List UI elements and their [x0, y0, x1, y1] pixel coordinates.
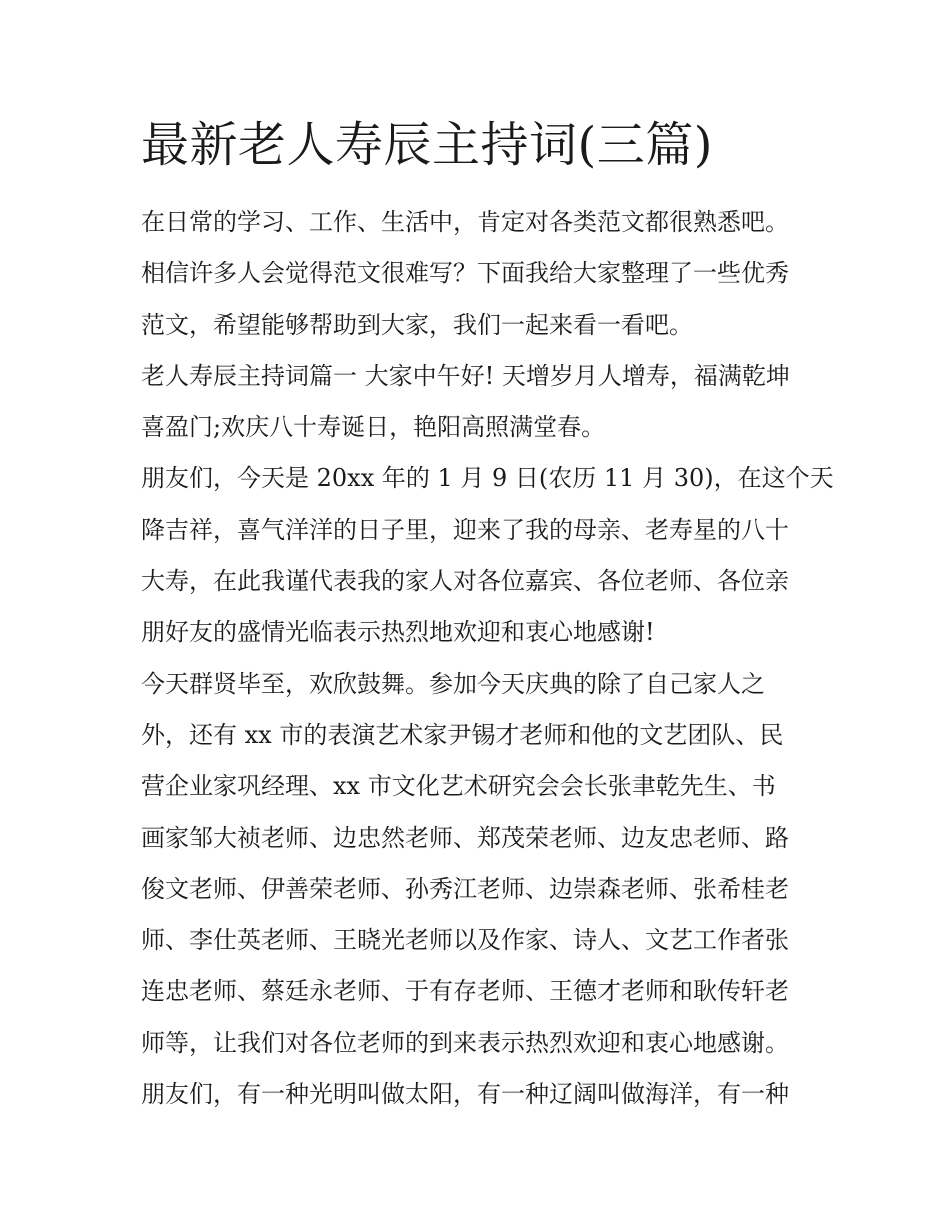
text-line: 画家邹大祯老师、边忠然老师、郑茂荣老师、边友忠老师、路 [141, 823, 789, 852]
text-line: 外，还有 xx 市的表演艺术家尹锡才老师和他的文艺团队、民 [141, 720, 784, 749]
document-body [141, 197, 834, 1120]
text-line: 相信许多人会觉得范文很难写？下面我给大家整理了一些优秀 [141, 259, 789, 288]
text-line: 连忠老师、蔡廷永老师、于有存老师、王德才老师和耿传轩老 [141, 977, 789, 1006]
text-line: 大寿，在此我谨代表我的家人对各位嘉宾、各位老师、各位亲 [141, 567, 789, 596]
text-line: 师、李仕英老师、王晓光老师以及作家、诗人、文艺工作者张 [141, 926, 789, 955]
text-line: 范文，希望能够帮助到大家，我们一起来看一看吧。 [141, 310, 693, 339]
text-line: 在日常的学习、工作、生活中，肯定对各类范文都很熟悉吧。 [141, 208, 789, 236]
text-line: 朋好友的盛情光临表示热烈地欢迎和衷心地感谢! [141, 618, 655, 647]
text-line: 老人寿辰主持词篇一 大家中午好! 天增岁月人增寿，福满乾坤 [141, 361, 790, 390]
text-line: 师等，让我们对各位老师的到来表示热烈欢迎和衷心地感谢。 [141, 1028, 789, 1057]
text-line: 俊文老师、伊善荣老师、孙秀江老师、边崇森老师、张希桂老 [141, 874, 789, 903]
text-line: 朋友们，今天是 20xx 年的 1 月 9 日(农历 11 月 30)，在这个天 [141, 464, 834, 493]
text-line: 朋友们，有一种光明叫做太阳，有一种辽阔叫做海洋，有一种 [141, 1080, 789, 1109]
document-title: 最新老人寿辰主持词(三篇) [141, 117, 713, 173]
text-line: 营企业家巩经理、xx 市文化艺术研究会会长张聿乾先生、书 [141, 772, 776, 801]
text-line: 降吉祥，喜气洋洋的日子里，迎来了我的母亲、老寿星的八十 [141, 515, 789, 544]
text-line: 今天群贤毕至，欢欣鼓舞。参加今天庆典的除了自己家人之 [141, 669, 765, 698]
text-line: 喜盈门;欢庆八十寿诞日，艳阳高照满堂春。 [141, 413, 606, 442]
